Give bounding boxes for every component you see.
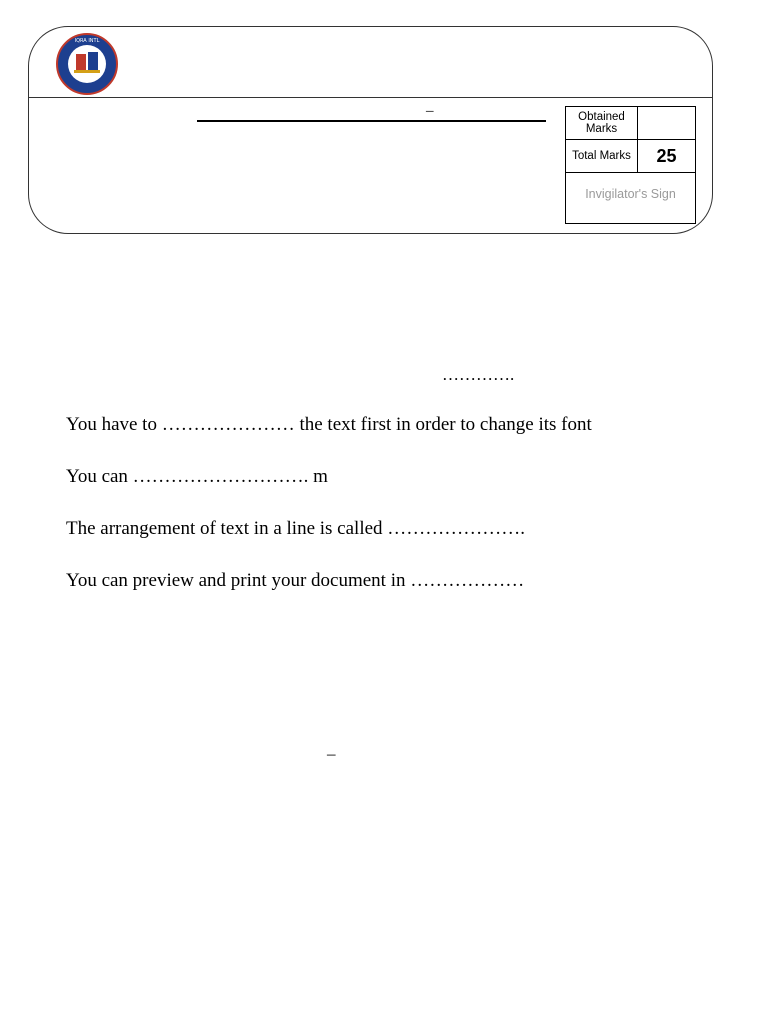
- total-marks-label: Total Marks: [566, 140, 638, 173]
- question-2: You can ………………………. m: [66, 466, 328, 487]
- title-underline: [197, 120, 546, 122]
- school-logo-icon: [46, 32, 128, 96]
- marks-table: [565, 106, 696, 224]
- total-marks-value: 25: [638, 140, 695, 173]
- question-3: The arrangement of text in a line is called ………………….: [66, 518, 526, 539]
- question-1: You have to ………………… the text first in order to change its font: [66, 414, 592, 435]
- bottom-dash: –: [327, 744, 336, 763]
- obtained-marks-label: Obtained Marks: [566, 107, 638, 140]
- blank-dots: ………….: [442, 365, 515, 384]
- header-divider: [29, 97, 713, 98]
- question-4: You can preview and print your document in ………………: [66, 570, 525, 591]
- obtained-marks-value: [638, 107, 695, 140]
- svg-text:IQRA INTL: IQRA INTL: [74, 38, 100, 44]
- title-dash: –: [426, 103, 434, 119]
- invigilator-sign-box: Invigilator's Sign: [585, 187, 676, 201]
